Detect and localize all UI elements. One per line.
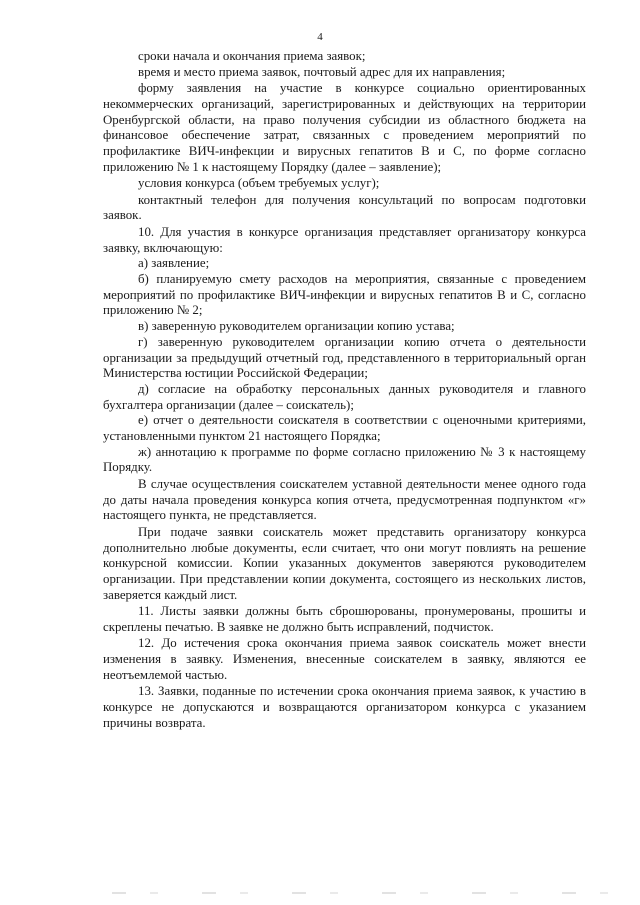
paragraph-conditions: условия конкурса (объем требуемых услуг); <box>138 176 380 191</box>
paragraph-item-zh: ж) аннотацию к программе по форме согласно приложению № 3 к настоящему Порядку. <box>103 444 586 475</box>
paragraph-clause-13: 13. Заявки, поданные по истечении срока окончания приема заявок, к участию в конкурсе не допускаются и возвращаются организатором конкурса с указанием причины возврата. <box>103 684 586 730</box>
paragraph-less-than-year: В случае осуществления соискателем уставной деятельности менее одного года до даты начала проведения конкурса копия отчета, предусмотренная подпунктом «г» настоящего пункта, не представляется. <box>103 476 586 523</box>
page-number: 4 <box>317 31 323 43</box>
paragraph-item-a: а) заявление; <box>138 256 210 271</box>
paragraph-item-g: г) заверенную руководителем организации копию отчета о деятельности организации за предыдущий отчетный год, представленного в территориальный орган Министерства юстиции Российской Федерации; <box>103 334 586 381</box>
paragraph-clause-11: 11. Листы заявки должны быть сброшюрованы, пронумерованы, прошиты и скреплены печатью. В заявке не должно быть исправлений, подчисток. <box>103 604 586 634</box>
paragraph-application-form: форму заявления на участие в конкурсе социально ориентированных некоммерческих организаций, зарегистрированных и действующих на территории Оренбургской области, на право получения субсидии из областного бюджета на финансовое обеспечение затрат, связанных с проведением мероприятий по профилактике ВИЧ-инфекции и вирусных гепатитов В и С, по форме согласно приложению № 1 к настоящему Порядку (далее – заявление); <box>103 81 586 174</box>
document-body <box>103 49 586 731</box>
paragraph-item-v: в) заверенную руководителем организации копию устава; <box>138 319 455 334</box>
scan-edge-artifact <box>112 892 612 894</box>
paragraph-additional-docs: При подаче заявки соискатель может представить организатору конкурса дополнительно любые документы, если считает, что они могут повлиять на решение конкурсной комиссии. Копии указанных документов заверяются руководителем организации. При представлении копии документа, состоящего из нескольких листов, заверяется каждый лист. <box>103 524 586 602</box>
paragraph-deadlines: сроки начала и окончания приема заявок; <box>138 49 366 63</box>
paragraph-contact-phone: контактный телефон для получения консультаций по вопросам подготовки заявок. <box>103 192 586 223</box>
paragraph-clause-12: 12. До истечения срока окончания приема заявок соискатель может внести изменения в заявку. Изменения, внесенные соискателем в заявку, являются ее неотъемлемой частью. <box>103 636 586 682</box>
paragraph-item-d: д) согласие на обработку персональных данных руководителя и главного бухгалтера организации (далее – соискатель); <box>103 381 586 412</box>
paragraph-item-e: е) отчет о деятельности соискателя в соответствии с оценочными критериями, установленными пунктом 21 настоящего Порядка; <box>103 413 586 444</box>
paragraph-place-address: время и место приема заявок, почтовый адрес для их направления; <box>138 64 506 79</box>
paragraph-clause-10: 10. Для участия в конкурсе организация представляет организатору конкурса заявку, включающую: <box>103 224 586 255</box>
paragraph-item-b: б) планируемую смету расходов на мероприятия, связанные с проведением мероприятий по профилактике ВИЧ-инфекции и вирусных гепатитов В и С, согласно приложению № 2; <box>103 272 586 318</box>
